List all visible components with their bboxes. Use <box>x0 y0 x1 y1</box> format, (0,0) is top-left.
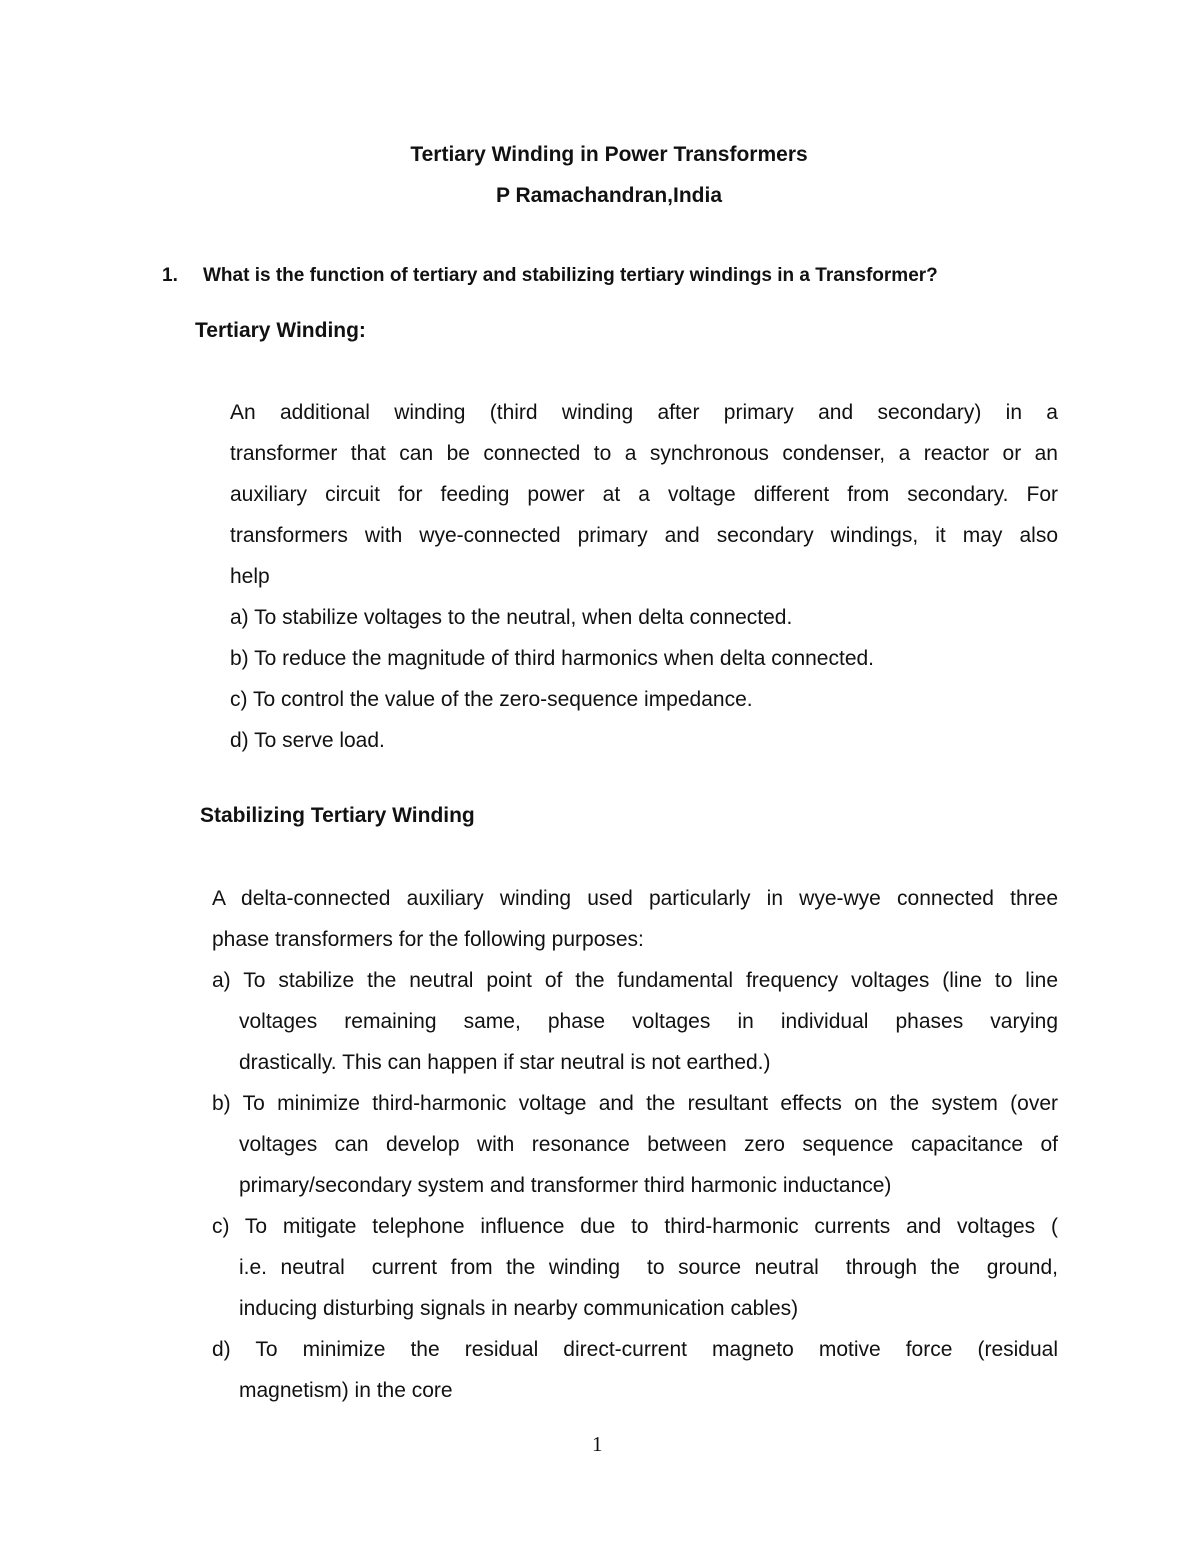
purpose-item-d <box>212 1329 1058 1411</box>
item-line: drastically. This can happen if star neutral is not earthed.) <box>239 1051 771 1074</box>
stabilizing-winding-section <box>212 878 1058 1411</box>
list-item: c) To control the value of the zero-sequence impedance. <box>230 688 753 711</box>
paragraph-line: A delta-connected auxiliary winding used particularly in wye-wye connected three <box>212 887 1058 910</box>
item-line: magnetism) in the core <box>239 1379 453 1402</box>
list-item: a) To stabilize voltages to the neutral, when delta connected. <box>230 606 793 629</box>
item-line: voltages can develop with resonance between zero sequence capacitance of <box>239 1133 1058 1156</box>
item-line: b) To minimize third-harmonic voltage and the resultant effects on the system (over <box>212 1092 1058 1115</box>
paragraph-line: transformers with wye-connected primary and secondary windings, it may also <box>230 524 1058 547</box>
document-title: Tertiary Winding in Power Transformers <box>410 143 808 166</box>
item-line: voltages remaining same, phase voltages in individual phases varying <box>239 1010 1058 1033</box>
paragraph-line: auxiliary circuit for feeding power at a voltage different from secondary. For <box>230 483 1058 506</box>
tertiary-winding-definition <box>230 392 1058 761</box>
item-line: i.e. neutral current from the winding to source neutral through the ground, <box>239 1256 1058 1279</box>
item-line: primary/secondary system and transformer third harmonic inductance) <box>239 1174 892 1197</box>
question-1 <box>162 265 938 287</box>
list-item: d) To serve load. <box>230 729 385 752</box>
question-number: 1. <box>162 265 178 286</box>
section-heading-tertiary-winding: Tertiary Winding: <box>195 319 366 342</box>
paragraph-line: An additional winding (third winding after primary and secondary) in a <box>230 401 1058 424</box>
paragraph-line: help <box>230 565 270 588</box>
paragraph-line: transformer that can be connected to a synchronous condenser, a reactor or an <box>230 442 1058 465</box>
purpose-item-a <box>212 960 1058 1083</box>
page-number: 1 <box>592 1432 603 1456</box>
purpose-item-b <box>212 1083 1058 1206</box>
item-line: inducing disturbing signals in nearby communication cables) <box>239 1297 799 1320</box>
list-item: b) To reduce the magnitude of third harmonics when delta connected. <box>230 647 875 670</box>
section-heading-stabilizing-tertiary-winding: Stabilizing Tertiary Winding <box>200 804 475 827</box>
purpose-item-c <box>212 1206 1058 1329</box>
question-text: What is the function of tertiary and stabilizing tertiary windings in a Transformer? <box>203 265 938 286</box>
item-line: d) To minimize the residual direct-current magneto motive force (residual <box>212 1338 1058 1361</box>
item-line: c) To mitigate telephone influence due to third-harmonic currents and voltages ( <box>212 1215 1058 1238</box>
paragraph-line: phase transformers for the following purposes: <box>212 928 644 951</box>
item-line: a) To stabilize the neutral point of the fundamental frequency voltages (line to line <box>212 969 1058 992</box>
document-author: P Ramachandran,India <box>495 184 723 207</box>
